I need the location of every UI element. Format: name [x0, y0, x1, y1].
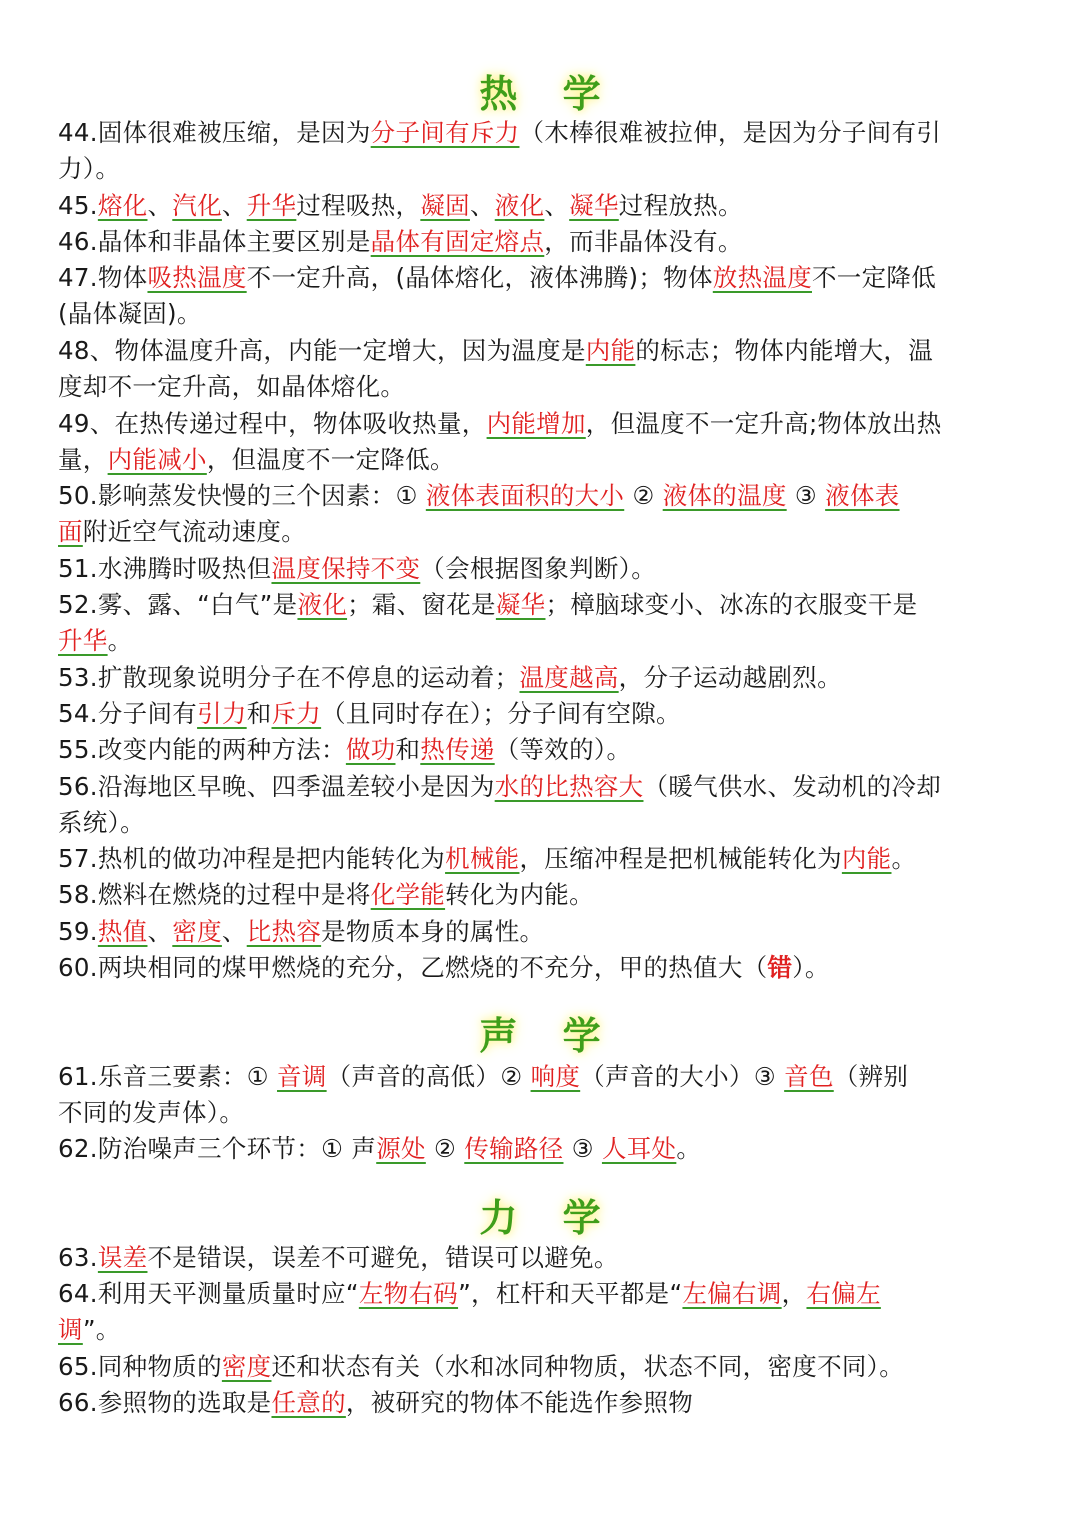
- item-48: 48、物体温度升高，内能一定增大，因为温度是内能的标志；物体内能增大，温: [58, 336, 933, 365]
- item-61-cont: 不同的发声体）。: [58, 1098, 245, 1127]
- item-50-cont: 面附近空气流动速度。: [58, 517, 307, 546]
- item-58: 58.燃料在燃烧的过程中是将化学能转化为内能。: [58, 880, 594, 909]
- item-64: 64.利用天平测量质量时应“左物右码”，杠杆和天平都是“左偏右调，右偏左: [58, 1279, 881, 1308]
- item-52-cont: 升华。: [58, 626, 133, 655]
- item-54: 54.分子间有引力和斥力（且同时存在）；分子间有空隙。: [58, 699, 681, 728]
- item-49: 49、在热传递过程中，物体吸收热量，内能增加，但温度不一定升高;物体放出热: [58, 409, 942, 438]
- item-50: 50.影响蒸发快慢的三个因素：① 液体表面积的大小 ② 液体的温度 ③ 液体表: [58, 481, 900, 510]
- item-46: 46.晶体和非晶体主要区别是晶体有固定熔点，而非晶体没有。: [58, 227, 743, 256]
- item-52: 52.雾、露、“白气”是液化；霜、窗花是凝华；樟脑球变小、冰冻的衣服变干是: [58, 590, 918, 619]
- item-47: 47.物体吸热温度不一定升高，(晶体熔化，液体沸腾)；物体放热温度不一定降低: [58, 263, 936, 292]
- section-title-mechanics: 力 学: [479, 1195, 617, 1240]
- item-59: 59.热值、密度、比热容是物质本身的属性。: [58, 917, 545, 946]
- item-44-cont: 力）。: [58, 154, 121, 183]
- item-55: 55.改变内能的两种方法：做功和热传递（等效的）。: [58, 735, 632, 764]
- item-48-cont: 度却不一定升高，如晶体熔化。: [58, 372, 406, 401]
- item-45: 45.熔化、汽化、升华过程吸热，凝固、液化、凝华过程放热。: [58, 191, 743, 220]
- answer-badge: 错: [767, 950, 792, 986]
- item-51: 51.水沸腾时吸热但温度保持不变（会根据图象判断）。: [58, 554, 657, 583]
- item-49-cont: 量，内能减小，但温度不一定降低。: [58, 445, 455, 474]
- item-65: 65.同种物质的密度还和状态有关（水和冰同种物质，状态不同，密度不同）。: [58, 1352, 905, 1381]
- item-53: 53.扩散现象说明分子在不停息的运动着；温度越高，分子运动越剧烈。: [58, 663, 842, 692]
- section-title-sound: 声 学: [479, 1013, 617, 1058]
- item-56-cont: 系统）。: [58, 808, 145, 837]
- item-57: 57.热机的做功冲程是把内能转化为机械能，压缩冲程是把机械能转化为内能。: [58, 844, 917, 873]
- item-64-cont: 调”。: [58, 1315, 121, 1344]
- item-47-cont: (晶体凝固)。: [58, 299, 202, 328]
- section-title-heat: 热 学: [479, 71, 617, 116]
- item-66: 66.参照物的选取是任意的，被研究的物体不能选作参照物: [58, 1388, 694, 1417]
- item-60: 60.两块相同的煤甲燃烧的充分，乙燃烧的不充分，甲的热值大（错）。: [58, 950, 1028, 986]
- item-44: 44.固体很难被压缩，是因为分子间有斥力（木棒很难被拉伸，是因为分子间有引: [58, 118, 942, 147]
- item-56: 56.沿海地区早晚、四季温差较小是因为水的比热容大（暖气供水、发动机的冷却: [58, 772, 942, 801]
- item-62: 62.防治噪声三个环节：① 声源处 ② 传输路径 ③ 人耳处。: [58, 1134, 702, 1163]
- item-61: 61.乐音三要素：① 音调（声音的高低）② 响度（声音的大小）③ 音色（辨别: [58, 1062, 909, 1091]
- item-63: 63.误差不是错误，误差不可避免，错误可以避免。: [58, 1243, 619, 1272]
